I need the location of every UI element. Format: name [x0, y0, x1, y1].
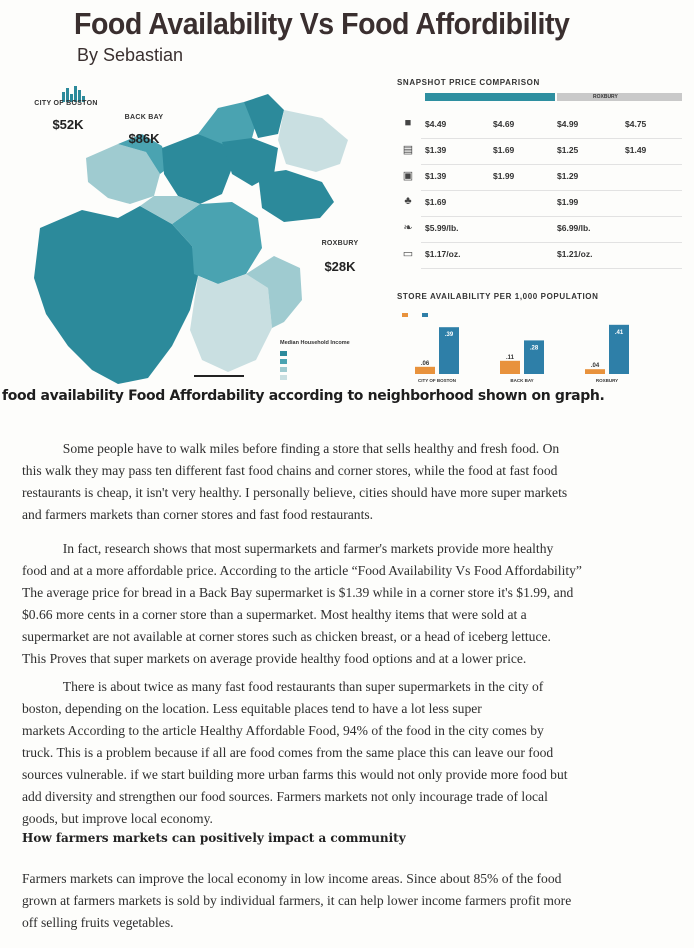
- text-line: add diversity and strengthen our food sources. Farmers markets not only incourage trade of local: [22, 789, 548, 804]
- paragraph-2: [22, 538, 674, 668]
- bar-city-of-boston-0: [415, 367, 435, 374]
- page-title: Food Availability Vs Food Affordibility: [74, 6, 570, 41]
- roxbury-group-label: ROXBURY: [593, 94, 618, 100]
- map-region-east: [278, 110, 348, 172]
- income-legend-title: Median Household Income: [280, 340, 350, 346]
- text-line: sources vulnerable. if we start building more urban farms this would not only provide more food but: [22, 767, 568, 782]
- text-line: boston, depending on the location. Less equitable places tend to have a lot less super: [22, 701, 482, 716]
- bar-data-label: .28: [529, 345, 539, 352]
- paragraph-3: [22, 676, 674, 826]
- text-line: $0.66 more cents in a corner store than a supermarket. Most healthy items that were sold at a: [22, 607, 527, 622]
- store-availability-chart: [397, 318, 672, 384]
- text-line: There is about twice as many fast food restaurants than super supermarkets in the city of: [22, 679, 544, 694]
- text-line: supermarket are not available at corner stores such as chicken breast, or a head of iceberg lettuce.: [22, 629, 551, 644]
- text-line: off selling fruits vegetables.: [22, 915, 174, 930]
- city-of-boston-income: $52K: [52, 117, 84, 132]
- price-cell: $1.39: [425, 145, 447, 155]
- price-cell: $4.99: [557, 119, 579, 129]
- paragraph-1: [22, 438, 674, 528]
- text-line: food and at a more affordable price. According to the article “Food Availability Vs Food Affordability”: [22, 563, 582, 578]
- soup-can-icon: ▭: [402, 248, 414, 260]
- lettuce-icon: ♣: [404, 195, 412, 207]
- bar-data-label: .04: [590, 363, 600, 370]
- map-region-west: [34, 206, 198, 384]
- neighborhood-map: [22, 78, 382, 384]
- text-line: goods, but improve local economy.: [22, 811, 213, 826]
- grocery-legend-swatch: [402, 313, 408, 317]
- text-line: markets According to the article Healthy Affordable Food, 94% of the food in the city comes by: [22, 723, 544, 738]
- price-cell: $1.69: [493, 145, 515, 155]
- milk-icon: ■: [404, 117, 412, 129]
- back-bay-label: BACK BAY: [124, 114, 164, 121]
- price-cell: $1.25: [557, 145, 579, 155]
- price-cell: $1.39: [425, 171, 447, 181]
- price-cell: $4.69: [493, 119, 515, 129]
- city-of-boston-label: CITY OF BOSTON: [34, 100, 98, 107]
- price-row: [397, 217, 682, 243]
- price-cell: $1.21/oz.: [557, 249, 593, 259]
- price-row: [397, 113, 682, 139]
- text-line: truck. This is a problem because if all are food comes from the same place this can leave our food: [22, 745, 554, 760]
- roxbury-label: ROXBURY: [321, 240, 359, 247]
- bar-category-label: BACK BAY: [510, 378, 534, 383]
- text-line: Farmers markets can improve the local economy in low income areas. Since about 85% of the food: [22, 871, 562, 886]
- text-line: and farmers markets than corner stores and fast food restaurants.: [22, 507, 374, 522]
- store-legend: [402, 312, 431, 317]
- chips-icon: ▤: [402, 144, 414, 156]
- text-line: restaurants is cheap, it isn't very healthy. I personally believe, cities should have more super markets: [22, 485, 568, 500]
- price-cell: $1.69: [425, 197, 447, 207]
- price-cell: $4.49: [425, 119, 447, 129]
- price-cell: $4.75: [625, 119, 647, 129]
- chicken-icon: ❧: [403, 222, 413, 234]
- price-row: [397, 139, 682, 165]
- roxbury-band: [557, 93, 682, 101]
- price-table: [397, 113, 682, 269]
- text-line: this walk they may pass ten different fast food chains and corner stores, while the food at fast food: [22, 463, 558, 478]
- back-bay-income: $86K: [128, 131, 160, 146]
- price-cell: $1.17/oz.: [425, 249, 461, 259]
- infographic-caption: food availability Food Affordability according to neighborhood shown on graph.: [2, 388, 605, 404]
- section-heading: How farmers markets can positively impact a community: [22, 831, 406, 845]
- bar-category-label: CITY OF BOSTON: [417, 378, 457, 383]
- price-row: [397, 191, 682, 217]
- paragraph-4: [22, 868, 674, 938]
- bread-icon: ▣: [402, 170, 414, 182]
- byline: By Sebastian: [77, 45, 184, 65]
- corner-legend-swatch: [422, 313, 428, 317]
- back-bay-band: [425, 93, 555, 101]
- price-cell: $6.99/lb.: [557, 223, 591, 233]
- price-cell: $1.99: [557, 197, 579, 207]
- map-region-dorchester: [190, 274, 272, 372]
- infographic: [22, 72, 682, 384]
- bar-category-label: ROXBURY: [595, 378, 619, 383]
- bar-data-label: .06: [420, 360, 430, 367]
- price-row: [397, 243, 682, 269]
- bar-data-label: .41: [614, 329, 624, 336]
- text-line: In fact, research shows that most supermarkets and farmer's markets provide more healthy: [22, 541, 554, 556]
- store-availability-title: STORE AVAILABILITY PER 1,000 POPULATION: [397, 292, 599, 301]
- text-line: This Proves that super markets on average provide healthy food options and at a lower price.: [22, 651, 527, 666]
- snapshot-price-comparison: [397, 78, 682, 269]
- bar-roxbury-0: [585, 369, 605, 374]
- map-region-south-boston: [258, 170, 334, 222]
- price-cell: $1.49: [625, 145, 647, 155]
- bar-data-label: .11: [505, 354, 515, 361]
- bar-back-bay-0: [500, 361, 520, 374]
- snapshot-title: SNAPSHOT PRICE COMPARISON: [397, 78, 540, 87]
- roxbury-income: $28K: [324, 259, 356, 274]
- price-row: [397, 165, 682, 191]
- text-line: grown at farmers markets is sold by individual farmers, it can help lower income farmers profit more: [22, 893, 572, 908]
- snapshot-group-bands: [397, 93, 682, 111]
- price-cell: $5.99/lb.: [425, 223, 459, 233]
- text-line: Some people have to walk miles before finding a store that sells healthy and fresh food. On: [22, 441, 560, 456]
- bar-data-label: .39: [444, 332, 454, 339]
- row-divider: [421, 268, 682, 269]
- price-cell: $1.29: [557, 171, 579, 181]
- text-line: The average price for bread in a Back Bay supermarket is $1.39 while in a corner store it's $1.99, and: [22, 585, 574, 600]
- map-region-central: [162, 134, 232, 204]
- price-cell: $1.99: [493, 171, 515, 181]
